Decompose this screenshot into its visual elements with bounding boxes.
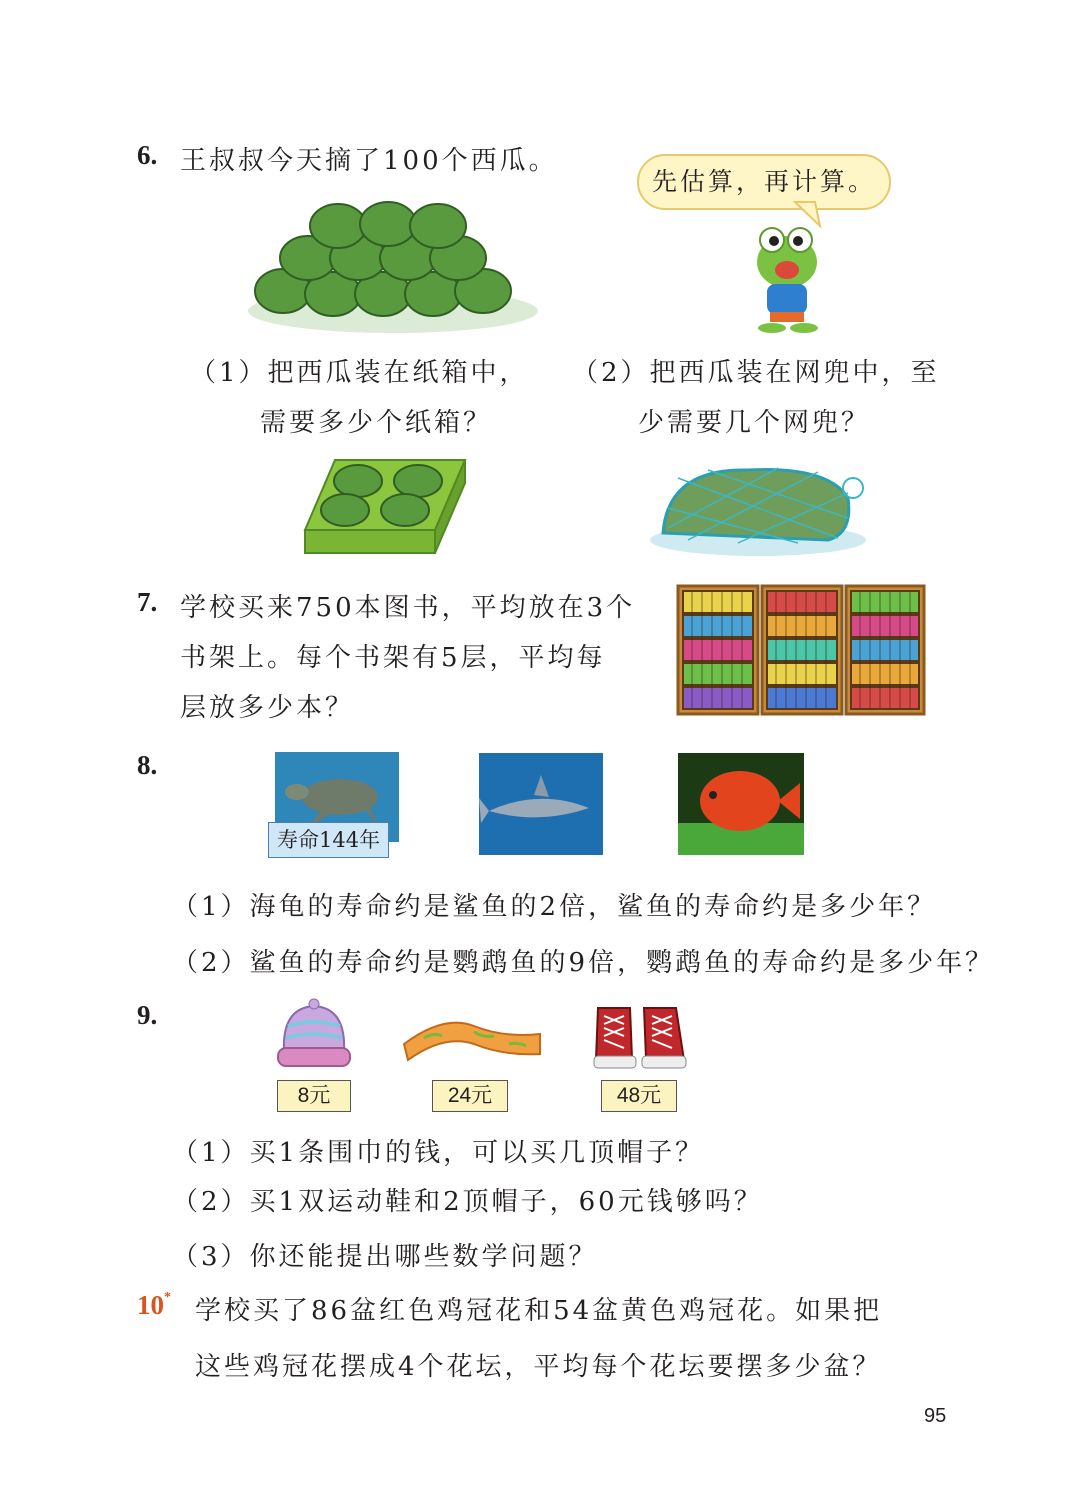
sneakers-price-tag: 48元 — [601, 1080, 677, 1112]
question-8-sub2: （2）鲨鱼的寿命约是鹦鹉鱼的9倍，鹦鹉鱼的寿命约是多少年？ — [172, 948, 995, 978]
question-6-sub1-line1: （1）把西瓜装在纸箱中， — [190, 358, 529, 388]
question-6-sub2-line1: （2）把西瓜装在网兜中，至 — [572, 358, 940, 388]
question-6-sub2-line2: 少需要几个网兜？ — [638, 408, 871, 438]
question-9-number: 9. — [137, 1000, 158, 1030]
question-9-sub2: （2）买1双运动鞋和2顶帽子，60元钱够吗？ — [172, 1187, 763, 1217]
question-7-line1: 学校买来750本图书，平均放在3个 — [180, 593, 636, 623]
speech-bubble: 先估算，再计算。 — [637, 154, 891, 210]
question-6-number: 6. — [137, 140, 158, 170]
question-8-sub1: （1）海龟的寿命约是鲨鱼的2倍，鲨鱼的寿命约是多少年？ — [172, 892, 937, 922]
net-bag-image — [648, 458, 868, 558]
frog-mascot-icon — [742, 222, 832, 337]
watermelon-pile-image — [248, 196, 538, 336]
question-8-number: 8. — [137, 750, 158, 780]
sneakers-image — [592, 998, 688, 1072]
hat-image — [272, 996, 356, 1070]
question-7-number: 7. — [137, 587, 158, 617]
scarf-price-tag: 24元 — [432, 1080, 508, 1112]
question-10-number: 10* — [137, 1290, 171, 1320]
question-7-line2: 书架上。每个书架有5层，平均每 — [180, 643, 606, 673]
question-9-sub1: （1）买1条围巾的钱，可以买几顶帽子？ — [172, 1138, 705, 1168]
challenge-star-icon: * — [164, 1290, 171, 1305]
shark-image — [479, 753, 603, 855]
question-9-sub3: （3）你还能提出哪些数学问题？ — [172, 1242, 598, 1272]
parrot-fish-image — [678, 753, 804, 855]
question-10-line2: 这些鸡冠花摆成4个花坛，平均每个花坛要摆多少盆？ — [195, 1352, 882, 1382]
question-6-text: 王叔叔今天摘了100个西瓜。 — [180, 146, 558, 176]
scarf-image — [394, 1004, 550, 1064]
turtle-lifespan-label: 寿命144年 — [268, 822, 389, 858]
hat-price-tag: 8元 — [277, 1080, 351, 1112]
question-6-sub1-line2: 需要多少个纸箱？ — [260, 408, 493, 438]
question-7-line3: 层放多少本？ — [180, 693, 355, 723]
watermelon-box-image — [300, 455, 470, 560]
question-10-line1: 学校买了86盆红色鸡冠花和54盆黄色鸡冠花。如果把 — [195, 1296, 883, 1326]
page-number: 95 — [924, 1405, 947, 1427]
bookshelves-image — [676, 584, 926, 716]
